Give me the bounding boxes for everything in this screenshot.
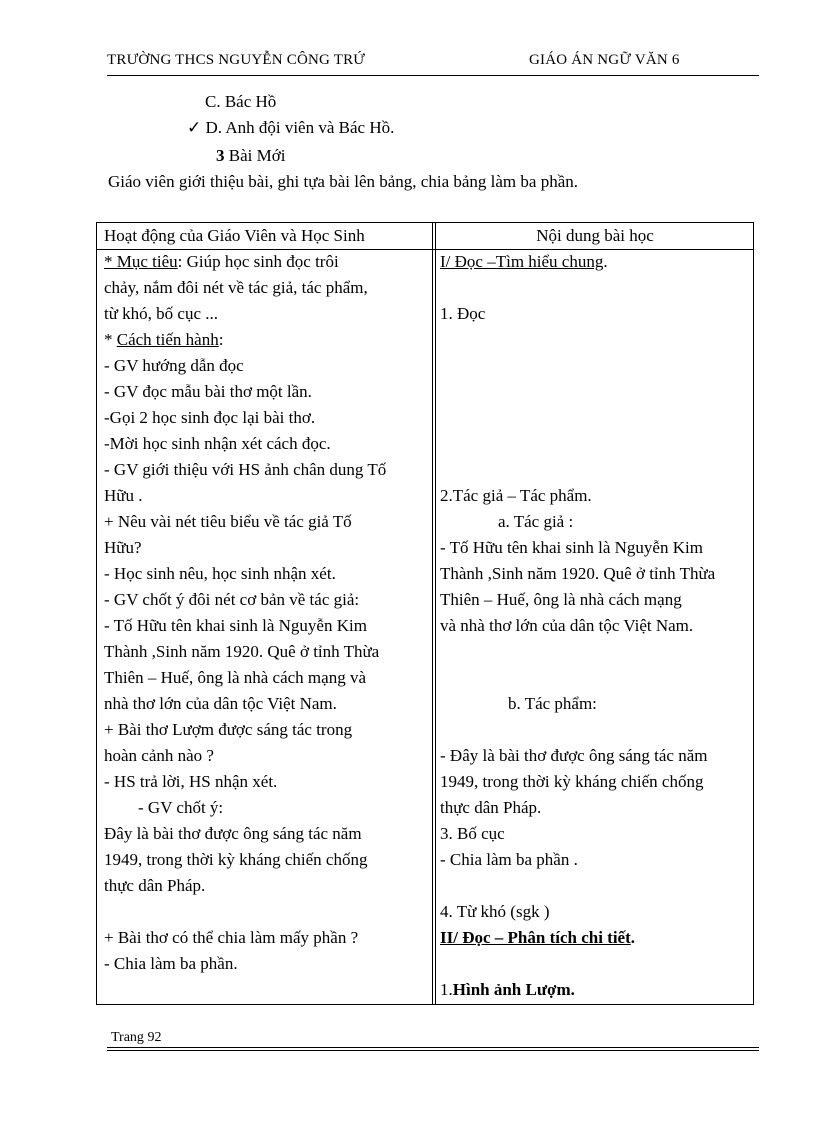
page-footer: [111, 1030, 161, 1046]
option-c: C. Bác Hồ: [205, 92, 277, 111]
list-item: 4. Từ khó (sgk ): [440, 902, 550, 921]
subsection-title: Hình ảnh Lượm.: [452, 980, 575, 999]
list-item: thực dân Pháp.: [440, 798, 542, 817]
section-ii-heading: II/ Đọc – Phân tích chi tiết: [440, 928, 631, 947]
header-divider: [107, 75, 759, 76]
list-item: - GV chốt ý đôi nét cơ bản về tác giả:: [104, 590, 360, 609]
blank-line: [440, 951, 750, 977]
list-item: Thiên – Huế, ông là nhà cách mạng và: [104, 668, 366, 687]
column-divider: [435, 223, 436, 1004]
list-item: 1949, trong thời kỳ kháng chiến chống: [104, 850, 368, 869]
list-item: -Mời học sinh nhận xét cách đọc.: [104, 434, 331, 453]
blank-line: [440, 275, 750, 301]
table-header-content: Nội dung bài học: [536, 226, 654, 245]
list-item: Thành ,Sinh năm 1920. Quê ở tỉnh Thừa: [440, 564, 716, 583]
list-item: nhà thơ lớn của dân tộc Việt Nam.: [104, 694, 337, 713]
procedure-colon: :: [218, 330, 224, 349]
list-item: [104, 327, 426, 353]
list-item: - Tố Hữu tên khai sinh là Nguyễn Kim: [104, 616, 367, 635]
section-heading: [216, 146, 285, 166]
list-item: - GV đọc mẫu bài thơ một lần.: [104, 382, 312, 401]
blank-line: [104, 899, 426, 925]
list-item: - GV giới thiệu với HS ảnh chân dung Tố: [104, 460, 387, 479]
procedure-star: *: [104, 330, 113, 349]
blank-line: [440, 327, 750, 353]
blank-line: [440, 379, 750, 405]
list-item: 1949, trong thời kỳ kháng chiến chống: [440, 772, 704, 791]
blank-line: [440, 405, 750, 431]
intro-paragraph: Giáo viên giới thiệu bài, ghi tựa bài lên bảng, chia bảng làm ba phần.: [108, 172, 578, 191]
blank-line: [440, 353, 750, 379]
objective-label: * Mục tiêu: [104, 252, 178, 271]
blank-line: [440, 665, 750, 691]
list-item: [440, 977, 750, 1003]
objective-colon: :: [177, 252, 183, 271]
list-item: - Học sinh nêu, học sinh nhận xét.: [104, 564, 336, 583]
list-item: - Chia làm ba phần.: [104, 954, 238, 973]
list-item: từ khó, bố cục ...: [104, 304, 219, 323]
list-item: 1. Đọc: [440, 304, 486, 323]
list-item: + Bài thơ có thể chia làm mấy phần ?: [104, 928, 359, 947]
list-item: Hữu .: [104, 486, 143, 505]
list-item: chảy, nắm đôi nét về tác giả, tác phẩm,: [104, 278, 368, 297]
list-item: a. Tác giả :: [498, 512, 574, 531]
list-item: 2.Tác giả – Tác phẩm.: [440, 486, 592, 505]
section-i-dot: .: [603, 252, 608, 271]
column-divider: [432, 223, 433, 1004]
school-name: TRƯỜNG THCS NGUYỄN CÔNG TRỨ: [107, 52, 366, 68]
teacher-activity-column: [104, 223, 426, 977]
list-item: + Nêu vài nét tiêu biểu về tác giả Tố: [104, 512, 352, 531]
list-item: [104, 249, 426, 275]
procedure-label: Cách tiến hành: [116, 330, 219, 349]
list-item: - Đây là bài thơ được ông sáng tác năm: [440, 746, 708, 765]
list-item: thực dân Pháp.: [104, 876, 206, 895]
list-item: và nhà thơ lớn của dân tộc Việt Nam.: [440, 616, 694, 635]
list-item: [440, 925, 750, 951]
blank-line: [440, 431, 750, 457]
list-item: + Bài thơ Lượm được sáng tác trong: [104, 720, 353, 739]
subject-title: GIÁO ÁN NGỮ VĂN 6: [529, 52, 680, 68]
table-header-activity: Hoạt động của Giáo Viên và Học Sinh: [104, 226, 365, 245]
option-d-text: D. Anh đội viên và Bác Hồ.: [205, 118, 395, 137]
objective-text: Giúp học sinh đọc trôi: [186, 252, 339, 271]
list-item: - GV chốt ý:: [138, 798, 224, 817]
list-item: Đây là bài thơ được ông sáng tác năm: [104, 824, 362, 843]
option-d: [187, 118, 394, 138]
page-header: [107, 52, 759, 74]
blank-line: [440, 457, 750, 483]
list-item: Thiên – Huế, ông là nhà cách mạng: [440, 590, 682, 609]
checkmark-icon: ✓: [187, 118, 202, 137]
footer-divider: [107, 1047, 759, 1048]
list-item: Hữu?: [104, 538, 142, 557]
list-item: [440, 249, 750, 275]
lesson-table: [96, 222, 754, 1005]
list-item: - Chia làm ba phần .: [440, 850, 578, 869]
list-item: -Gọi 2 học sinh đọc lại bài thơ.: [104, 408, 316, 427]
list-item: - GV hướng dẫn đọc: [104, 356, 244, 375]
list-item: - HS trả lời, HS nhận xét.: [104, 772, 278, 791]
section-ii-dot: .: [630, 928, 636, 947]
section-title: Bài Mới: [228, 146, 286, 165]
blank-line: [440, 639, 750, 665]
list-item: - Tố Hữu tên khai sinh là Nguyễn Kim: [440, 538, 703, 557]
blank-line: [440, 873, 750, 899]
section-number: 3: [216, 146, 225, 165]
footer-divider: [107, 1050, 759, 1051]
subsection-number: 1.: [440, 980, 453, 999]
page-label: Trang: [111, 1030, 144, 1045]
list-item: hoàn cảnh nào ?: [104, 746, 214, 765]
list-item: Thành ,Sinh năm 1920. Quê ở tỉnh Thừa: [104, 642, 380, 661]
list-item: 3. Bố cục: [440, 824, 505, 843]
lesson-content-column: [440, 223, 750, 1003]
section-i-heading: I/ Đọc –Tìm hiểu chung: [440, 252, 604, 271]
blank-line: [440, 717, 750, 743]
list-item: b. Tác phẩm:: [508, 694, 597, 713]
page-number: 92: [147, 1030, 162, 1045]
